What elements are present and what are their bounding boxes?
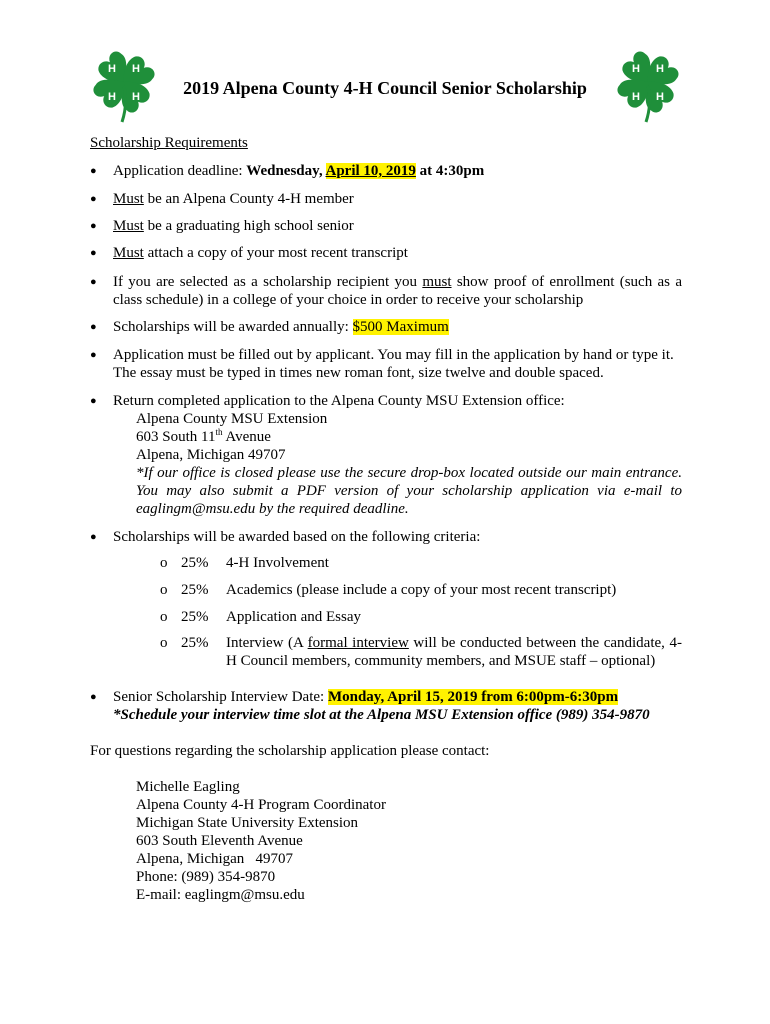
contact-city: Alpena, Michigan 49707 [136, 851, 294, 867]
svg-text:H: H [108, 63, 116, 75]
contact-intro: For questions regarding the scholarship application please contact: [90, 743, 490, 759]
contact-street: 603 South Eleventh Avenue [136, 833, 303, 849]
drop-box-note: *If our office is closed please use the secure drop-box located outside our main entrance. You may also submit a PDF version of your scholarship application via e-mail to eaglingm@msu.edu by the required deadline. [136, 465, 682, 517]
svg-text:H: H [632, 63, 640, 75]
svg-text:H: H [132, 63, 140, 75]
svg-text:H: H [132, 91, 140, 103]
office-address: Alpena County MSU Extension 603 South 11th Avenue Alpena, Michigan 49707 *If our office is closed please use the secure drop-box located outside our main entrance. You may also submit a PDF version of your scholarship application via e-mail to eaglingm@msu.edu by the required deadline. [136, 411, 682, 517]
svg-text:H: H [656, 63, 664, 75]
contact-email: E-mail: eaglingm@msu.edu [136, 887, 305, 903]
deadline-date: April 10, 2019 [325, 163, 416, 179]
interview-note: *Schedule your interview time slot at the Alpena MSU Extension office (989) 354-9870 [113, 707, 650, 723]
page-title: 2019 Alpena County 4-H Council Senior Scholarship [183, 78, 587, 98]
svg-text:H: H [632, 91, 640, 103]
award-amount: $500 Maximum [352, 319, 449, 335]
svg-text:H: H [656, 91, 664, 103]
contact-block [136, 778, 386, 904]
contact-name: Michelle Eagling [136, 779, 240, 795]
interview-date: Monday, April 15, 2019 from 6:00pm-6:30pm [327, 689, 619, 705]
requirements-heading: Scholarship Requirements [90, 135, 248, 151]
contact-title: Alpena County 4-H Program Coordinator [136, 797, 386, 813]
contact-phone: Phone: (989) 354-9870 [136, 869, 276, 885]
svg-text:H: H [108, 91, 116, 103]
contact-org: Michigan State University Extension [136, 815, 359, 831]
